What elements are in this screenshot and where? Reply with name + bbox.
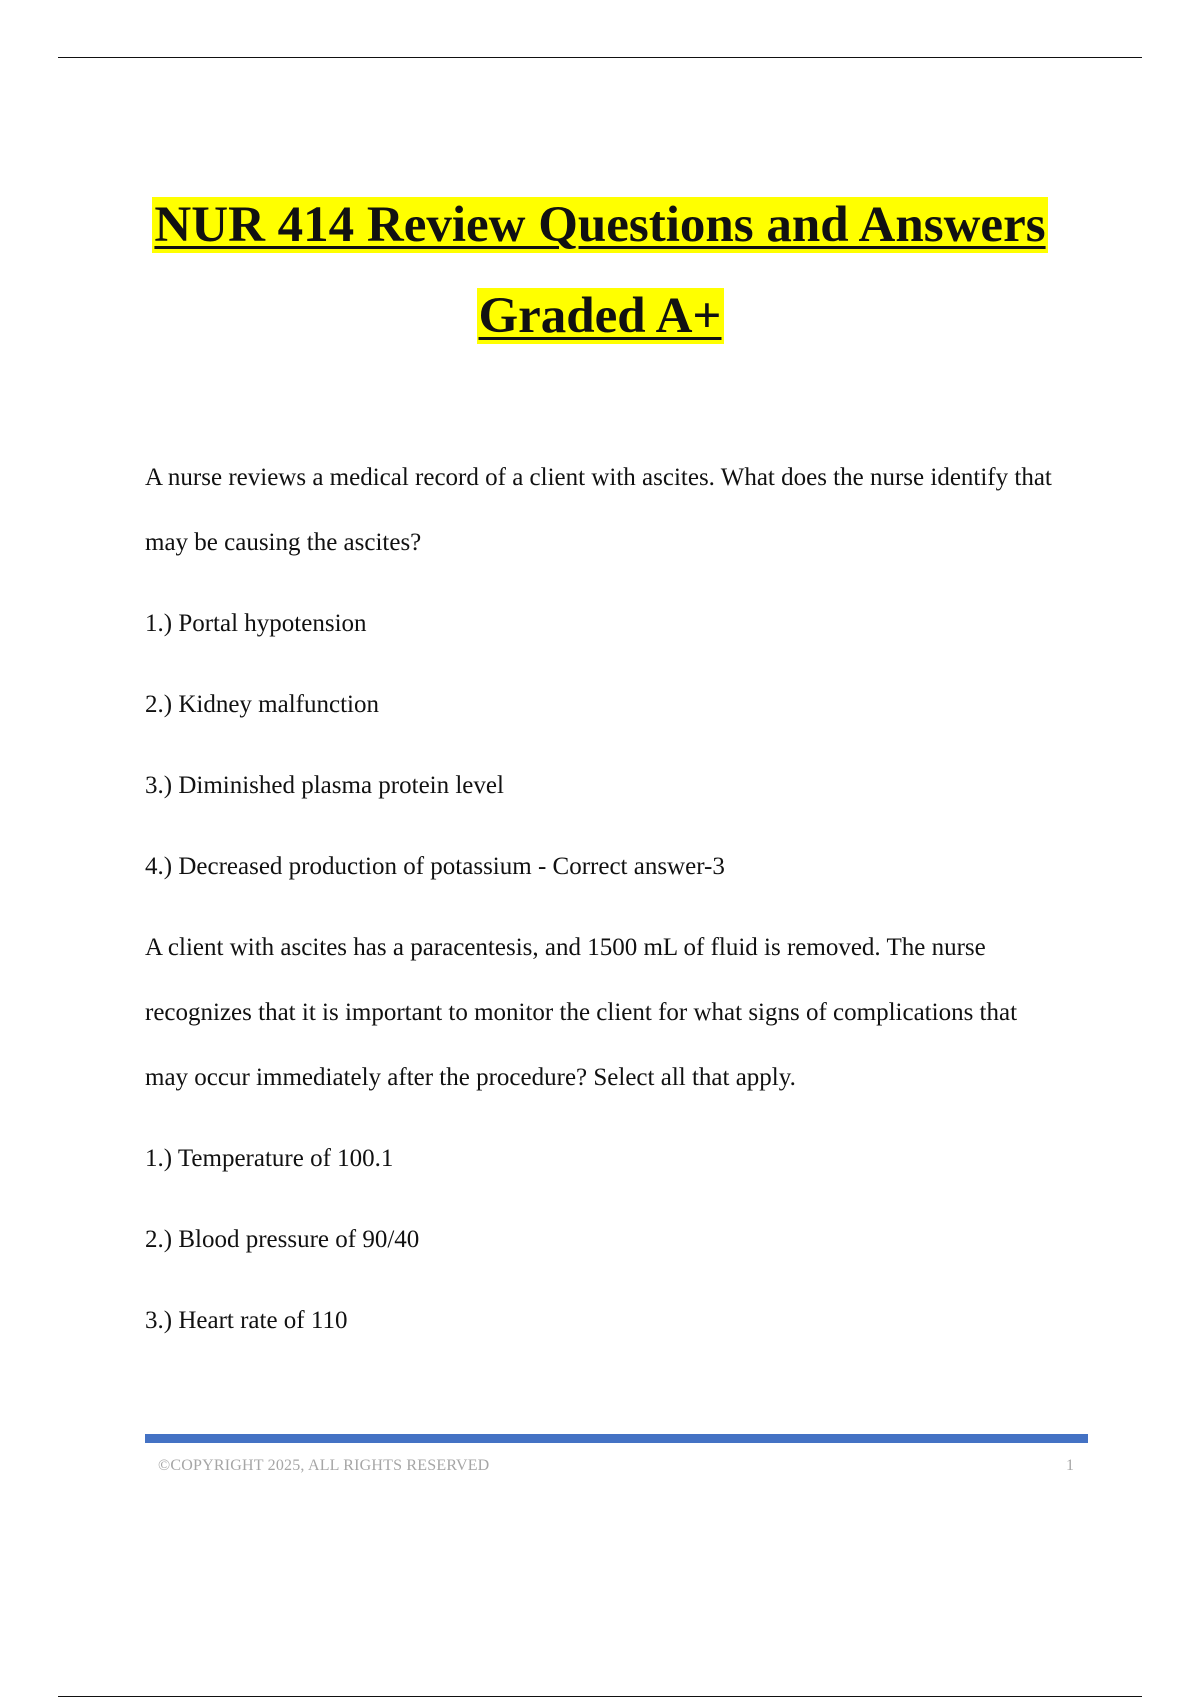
question-1-stem: A nurse reviews a medical record of a client with ascites. What does the nurse identify that may be causing the ascites? — [145, 464, 1052, 556]
question-1-option-4-answer: 4.) Decreased production of potassium - Correct answer-3 — [145, 853, 725, 880]
question-2-option-2: 2.) Blood pressure of 90/40 — [145, 1226, 420, 1253]
question-2-option-1: 1.) Temperature of 100.1 — [145, 1145, 394, 1172]
page-bottom-rule — [58, 1696, 1142, 1697]
question-2-stem: A client with ascites has a paracentesis, and 1500 mL of fluid is removed. The nurse recognizes that it is important to monitor the client for what signs of complications that may occur immediately after the procedure? Select all that apply. — [145, 934, 1018, 1091]
title-line-2: Graded A+ — [478, 288, 722, 344]
footer-divider-bar — [145, 1434, 1088, 1443]
page-top-rule — [58, 57, 1142, 58]
question-1-option-3: 3.) Diminished plasma protein level — [145, 772, 504, 799]
document-body — [145, 445, 1065, 1369]
footer-page-number: 1 — [1066, 1457, 1074, 1474]
question-1-option-1: 1.) Portal hypotension — [145, 610, 367, 637]
footer-copyright: ©COPYRIGHT 2025, ALL RIGHTS RESERVED — [158, 1457, 490, 1474]
document-title — [0, 180, 1200, 362]
question-1-option-2: 2.) Kidney malfunction — [145, 691, 379, 718]
title-line-1: NUR 414 Review Questions and Answers — [154, 197, 1046, 253]
question-2-option-3: 3.) Heart rate of 110 — [145, 1307, 348, 1334]
